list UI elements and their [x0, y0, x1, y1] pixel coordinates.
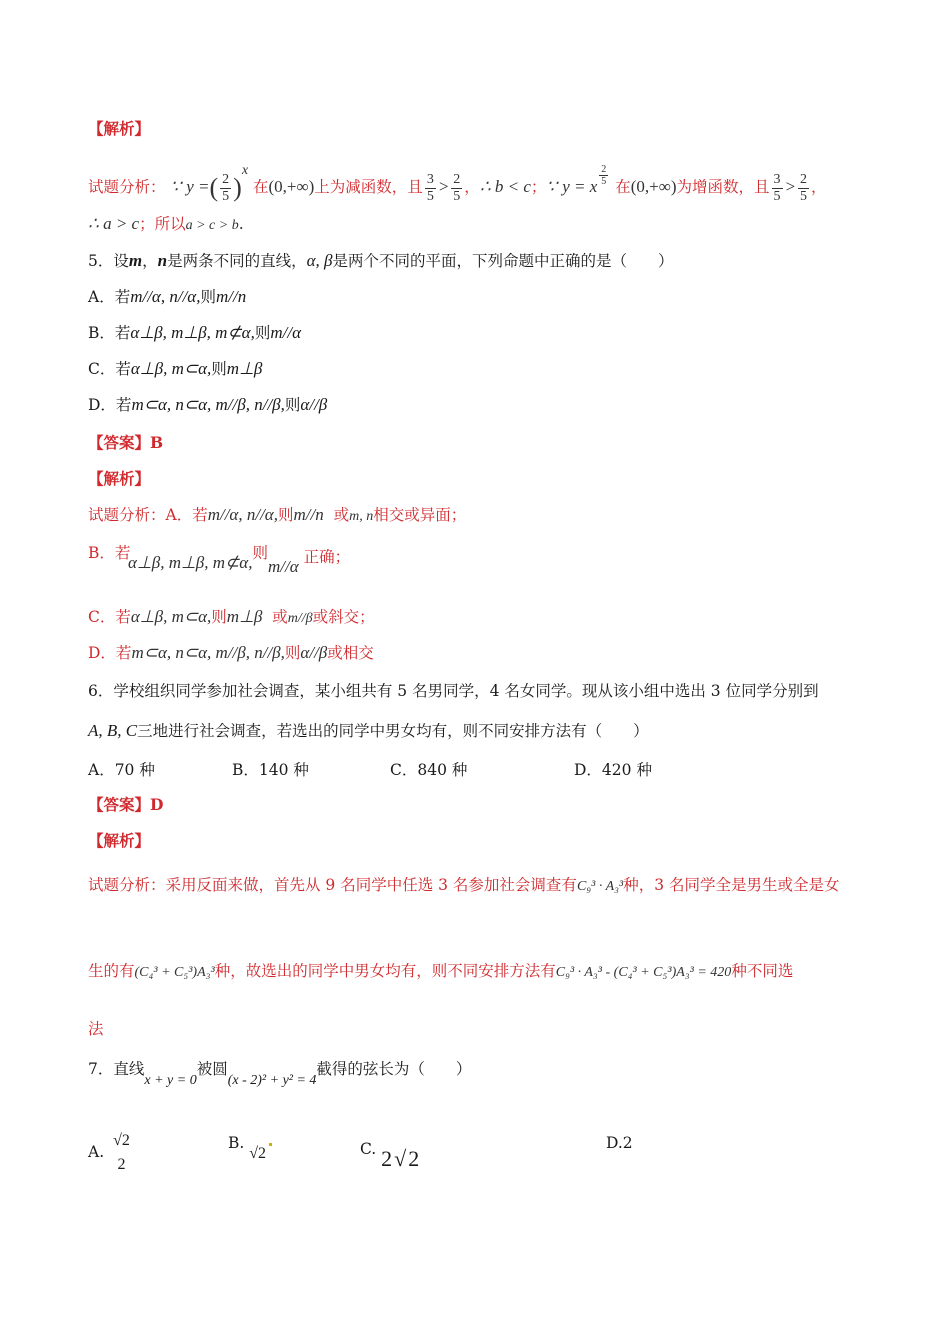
solution-6-line-1: 试题分析：采用反面来做，首先从 9 名同学中任选 3 名参加社会调查有C₉³ · A₃³种，3 名同学全是男生或全是女 [88, 876, 840, 894]
answer-6: 【答案】D [88, 795, 164, 814]
q7-option-c: C. 2√2 [360, 1140, 422, 1171]
y-equals-x: y = x [562, 177, 598, 196]
solution-5-a: 试题分析：A．若m//α, n//α,则m//n 或m, n相交或异面； [88, 505, 467, 524]
therefore-b-lt-c: ∴ b < c [479, 177, 531, 196]
base-fraction: $\frac{2}{5}$ [222, 171, 230, 204]
solution-4-line-2: ∴ a > c；所以a > c > b. [88, 214, 244, 233]
decreasing-text: 上为减函数，且 [314, 178, 423, 196]
fraction-3-5: $\frac{3}{5}$ [426, 171, 434, 204]
question-6-line-1: 6．学校组织同学参加社会调查，某小组共有 5 名男同学，4 名女同学。现从该小组中选出 3 位同学分别到 [88, 682, 819, 700]
q7-option-d: D.2 [606, 1134, 633, 1152]
question-6-line-2: A, B, C三地进行社会调查，若选出的同学中男女均有，则不同安排方法有（ ） [88, 721, 649, 740]
solution-5-d: D．若m⊂α, n⊂α, m//β, n//β,则α//β或相交 [88, 643, 374, 662]
combo-expr-1: C₉³ · A₃³ [576, 879, 624, 894]
solution-prefix: 试题分析： [88, 178, 166, 196]
therefore-a-gt-c: ∴ a > c [88, 214, 140, 233]
solution-5-c: C．若α⊥β, m⊂α,则m⊥β 或m//β或斜交； [88, 607, 375, 626]
fraction-2-5-b: $\frac{2}{5}$ [799, 171, 807, 204]
analysis-heading-5: 【解析】 [88, 469, 151, 488]
solution-5-b: B．若 [88, 544, 131, 562]
combo-expr-2: (C₄³ + C₅³)A₃³ [134, 965, 215, 980]
decorative-dot [269, 1143, 272, 1146]
order-result: a > c > b [185, 218, 239, 233]
increasing-text: 为增函数，且 [676, 178, 770, 196]
q5-option-a: A．若m//α, n//α,则m//n [88, 287, 247, 306]
analysis-heading-1: 【解析】 [88, 119, 151, 138]
solution-5-b-body: α⊥β, m⊥β, m⊄α,则m//α 正确； [128, 544, 351, 576]
circle-equation: (x - 2)² + y² = 4 [227, 1073, 317, 1088]
comma: ， [464, 178, 480, 196]
semicolon: ； [530, 178, 547, 196]
in-text: 在 [253, 178, 269, 196]
combo-expr-3: C₉³ · A₃³ - (C₄³ + C₅³)A₃³ = 420 [555, 965, 732, 980]
because-symbol-2: ∵ [546, 177, 558, 196]
question-7-stem: 7．直线x + y = 0被圆(x - 2)² + y² = 4截得的弦长为（ ） [88, 1060, 472, 1088]
gt-sign: > [437, 177, 450, 196]
q5-option-b: B．若α⊥β, m⊥β, m⊄α,则m//α [88, 323, 302, 342]
q6-option-a: A．70 种 [88, 761, 155, 779]
solution-4-line-1: 试题分析： ∵ y =( $\frac{2}{5}$ )$^x$ 在(0,+∞)上为减函数，且 $\frac{3}{5}$ > $\frac{2}{5}$ ，∴ b < c；∵ y = x $^{\frac{2}{5}}$ 在(0,+∞)为增函数，且 $\frac{3}{5}$ > $\frac{2}{5}$ ， [88, 163, 827, 204]
solution-6-line-3: 法 [88, 1020, 104, 1038]
q5-option-c: C．若α⊥β, m⊂α,则m⊥β [88, 359, 263, 378]
suoyi-text: ；所以 [139, 215, 186, 233]
fraction-2-5: $\frac{2}{5}$ [453, 171, 461, 204]
analysis-heading-6: 【解析】 [88, 831, 151, 850]
alpha-beta: α, β [306, 251, 333, 270]
interval-2: (0,+∞) [630, 177, 677, 196]
exponent-2-5: 2 5 [601, 164, 607, 187]
q6-option-d: D．420 种 [574, 761, 652, 779]
exponent-x: x [241, 163, 249, 178]
q6-option-b: B．140 种 [232, 761, 309, 779]
because-symbol: ∵ [170, 177, 182, 196]
q5-number: 5．设 [88, 252, 129, 270]
sqrt2-over-2: √2 2 [113, 1132, 130, 1173]
q7-option-a: A. √2 2 [88, 1132, 130, 1173]
question-5-stem: 5．设m，n是两条不同的直线，α, β是两个不同的平面，下列命题中正确的是（ ） [88, 251, 674, 270]
interval-1: (0,+∞) [268, 177, 315, 196]
y-equals: y = [186, 177, 210, 196]
q7-option-b: B. √2 [228, 1134, 275, 1153]
q6-option-c: C．840 种 [390, 761, 468, 779]
line-equation: x + y = 0 [144, 1073, 197, 1088]
q5-option-d: D．若m⊂α, n⊂α, m//β, n//β,则α//β [88, 395, 328, 414]
fraction-3-5-b: $\frac{3}{5}$ [773, 171, 781, 204]
answer-5: 【答案】B [88, 433, 164, 452]
solution-6-line-2: 生的有(C₄³ + C₅³)A₃³种，故选出的同学中男女均有，则不同安排方法有C₉³ · A₃³ - (C₄³ + C₅³)A₃³ = 420种不同选 [88, 962, 794, 980]
